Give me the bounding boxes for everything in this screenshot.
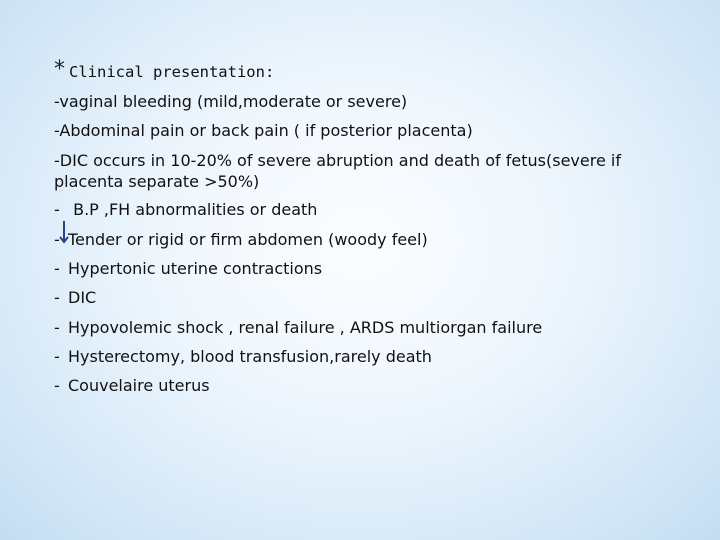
bullet-item [54,347,432,367]
bullet-text: Hypovolemic shock , renal failure , ARDS multiorgan failure [68,318,543,337]
bullet-dash: - [54,376,60,395]
bullet-dash: - [54,200,60,219]
heading-row [54,57,275,84]
slide-heading: Clinical presentation: [69,63,275,81]
bullet-text: Tender or rigid or firm abdomen (woody feel) [68,230,428,249]
bullet-item [54,200,317,220]
bullet-item [54,318,542,338]
text-line-vaginal-bleeding: -vaginal bleeding (mild,moderate or severe) [54,92,408,111]
bullet-item [54,230,428,250]
bullet-dash: - [54,347,60,366]
text-cursor-icon [57,219,71,245]
bullet-text: Couvelaire uterus [68,376,210,395]
text-line-abdominal-pain: -Abdominal pain or back pain ( if posterior placenta) [54,121,473,140]
bullet-item [54,259,322,279]
bullet-item [54,376,210,396]
bullet-dash: - [54,288,60,307]
bullet-item [54,288,96,308]
bullet-dash: - [54,259,60,278]
bullet-dash: - [54,318,60,337]
bullet-text: DIC [68,288,97,307]
bullet-text: B.P ,FH abnormalities or death [68,200,318,219]
text-line-dic: -DIC occurs in 10-20% of severe abruption and death of fetus(severe if placenta separate >50%) [54,151,621,191]
bullet-text: Hypertonic uterine contractions [68,259,323,278]
bullet-dash: - [54,230,60,249]
bullet-text: Hysterectomy, blood transfusion,rarely death [68,347,432,366]
heading-marker: * [54,57,65,82]
